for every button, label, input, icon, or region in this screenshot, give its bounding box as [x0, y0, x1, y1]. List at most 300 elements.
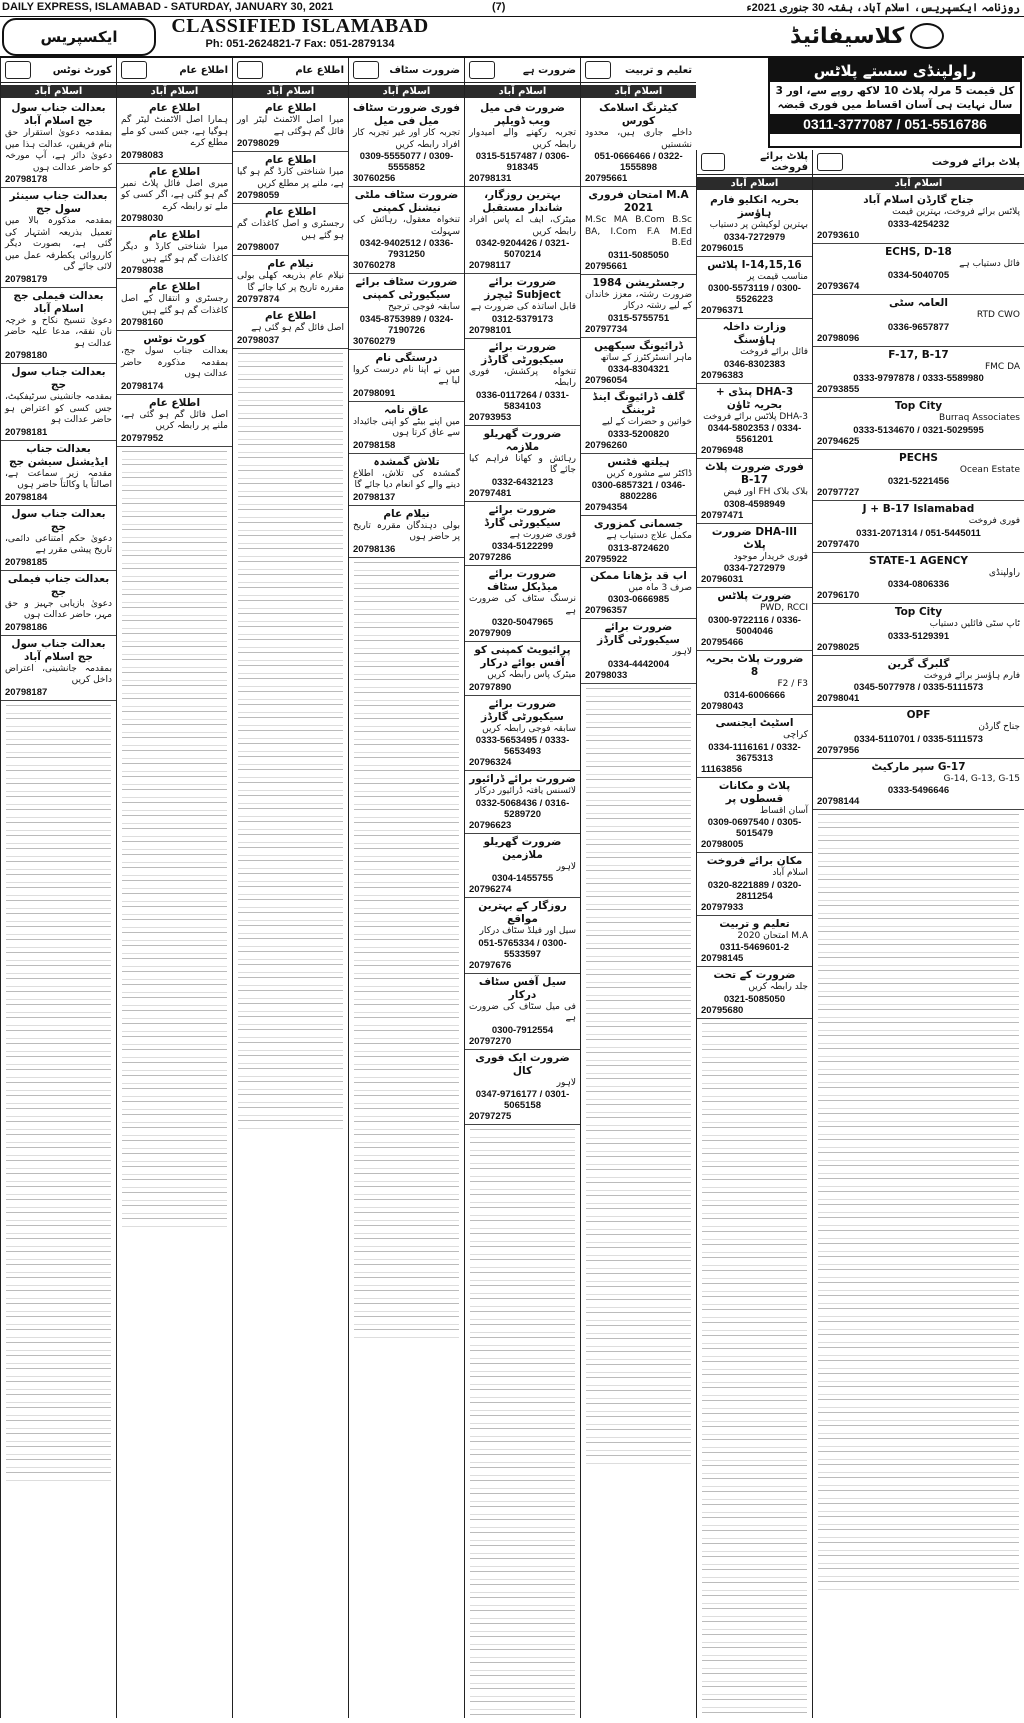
text-line — [818, 1529, 1019, 1538]
ad-body: دعویٰ حکم امتناعی دائمی، تاریخ پیشی مقرر ہے — [5, 533, 112, 555]
classified-ad — [581, 100, 696, 187]
ad-reference-code: 20798007 — [237, 242, 280, 253]
classified-ad — [813, 192, 1024, 244]
text-line — [238, 847, 343, 856]
ad-body: DHA-3 پلاٹس برائے فروخت — [703, 411, 808, 422]
ad-reference-code: 20797956 — [817, 744, 860, 756]
ad-reference-code: 20798185 — [5, 556, 48, 568]
text-line — [470, 1363, 575, 1372]
classified-ad — [581, 516, 696, 568]
text-line — [354, 1316, 459, 1325]
ad-title: نیلام عام — [267, 258, 314, 270]
text-line — [238, 561, 343, 570]
text-line — [122, 1010, 227, 1019]
text-line — [586, 688, 691, 697]
ad-reference-code: 20798117 — [469, 260, 511, 271]
text-line — [6, 1316, 111, 1325]
text-line — [6, 757, 111, 766]
ad-reference-code: 20798091 — [353, 387, 396, 399]
ad-body: بلاک بلاک FH اور فیض — [723, 487, 808, 497]
ad-body: بہترین لوکیشن پر دستیاب — [709, 220, 808, 230]
ad-phone: 0320-8221889 / 0320-2811254 — [707, 879, 802, 902]
ad-title: Top City — [894, 400, 943, 412]
text-line — [702, 1608, 807, 1617]
ad-title: اطلاع عام — [148, 281, 201, 293]
masthead — [0, 0, 1024, 58]
text-line — [238, 600, 343, 609]
ad-body: میری اصل فائل پلاٹ نمبر گم ہو گئی ہے، اگر کسی کو ملے تو رابطہ کرے — [121, 178, 228, 212]
ad-body: فی میل سٹاف کی ضرورت ہے — [469, 1001, 576, 1023]
text-line — [6, 1290, 111, 1299]
ad-title: اطلاع عام — [148, 102, 201, 114]
text-line — [586, 1130, 691, 1139]
classified-ad — [465, 696, 580, 772]
text-line — [122, 997, 227, 1006]
ad-title: ضرورت سٹاف برائے سیکیورٹی کمپنی — [355, 276, 458, 301]
text-line — [6, 1069, 111, 1078]
text-line — [818, 1165, 1019, 1174]
ad-column — [812, 150, 1024, 1718]
ad-title: ضرورت برائے سیکیورٹی گارڈز — [481, 340, 564, 366]
text-line — [122, 503, 227, 512]
text-line — [702, 1361, 807, 1370]
text-line — [818, 1087, 1019, 1096]
text-line — [238, 1068, 343, 1077]
text-line — [122, 1205, 227, 1214]
classified-ad — [349, 187, 464, 274]
text-line — [354, 679, 459, 688]
text-line — [818, 905, 1019, 914]
text-line — [6, 1264, 111, 1273]
ad-reference-code: 20797470 — [817, 538, 860, 550]
text-line — [6, 705, 111, 714]
text-line — [470, 1623, 575, 1632]
text-line — [470, 1129, 575, 1138]
classified-ad — [117, 395, 232, 447]
classified-ad — [117, 331, 232, 395]
text-line — [6, 744, 111, 753]
text-line — [702, 1621, 807, 1630]
ad-reference-code: 30760279 — [353, 335, 396, 347]
text-line — [122, 919, 227, 928]
ad-phone: 0332-6432123 — [491, 476, 554, 488]
ad-title: بعدالت جناب سول جج اسلام آباد — [11, 637, 106, 663]
ad-title: فوری ضرورت پلاٹ B-17 — [705, 461, 804, 486]
text-line — [354, 1186, 459, 1195]
ad-title: العامہ سٹی — [889, 297, 948, 309]
text-line — [6, 1056, 111, 1065]
text-line — [238, 470, 343, 479]
text-line — [818, 1269, 1019, 1278]
text-line — [6, 1368, 111, 1377]
section-title-block — [150, 15, 450, 50]
text-line — [818, 1178, 1019, 1187]
ad-reference-code: 20798178 — [5, 174, 48, 185]
ad-title: بعدالت جناب سینئر سول جج — [9, 190, 108, 215]
text-line — [6, 1134, 111, 1143]
text-line — [586, 1052, 691, 1061]
classified-ad — [697, 853, 812, 916]
ad-reference-code: 20797275 — [469, 1111, 512, 1122]
text-line — [238, 1081, 343, 1090]
text-line — [354, 783, 459, 792]
text-line — [702, 1569, 807, 1578]
text-line — [6, 1420, 111, 1429]
ad-body: ٹاپ سٹی فائلیں دستیاب — [929, 619, 1020, 629]
text-line — [6, 1095, 111, 1104]
ad-body: سابقہ فوجی ترجیح — [388, 302, 460, 312]
ad-title: ضرورت برائے سیکیورٹی گارڈز — [597, 621, 680, 646]
ad-phone: 0312-5379173 — [491, 313, 554, 325]
featured-ad-body: کل قیمت 5 مرلہ پلاٹ 10 لاکھ روپے سے، اور 3 سال نہایت ہی آسان اقساط میں فوری قبضہ — [775, 85, 1015, 111]
text-line — [354, 575, 459, 584]
text-line — [354, 991, 459, 1000]
classified-ad — [581, 275, 696, 338]
text-line — [818, 1191, 1019, 1200]
ad-phone: 0334-8304321 — [607, 364, 670, 375]
text-line — [818, 1477, 1019, 1486]
text-line — [586, 1234, 691, 1243]
text-line — [122, 789, 227, 798]
ad-title: پلاٹ و مکانات قسطوں پر — [718, 779, 791, 805]
text-line — [238, 899, 343, 908]
text-line — [122, 555, 227, 564]
text-line — [238, 769, 343, 778]
ad-reference-code: 20798041 — [817, 693, 860, 704]
text-line — [586, 922, 691, 931]
ad-reference-code: 20798038 — [121, 265, 164, 276]
text-line — [238, 951, 343, 960]
section-illustration-icon — [469, 61, 495, 79]
city-bar: اسلام آباد — [465, 85, 580, 98]
text-line — [586, 1286, 691, 1295]
text-line — [702, 1413, 807, 1422]
text-line — [818, 1139, 1019, 1148]
text-line — [818, 1347, 1019, 1356]
ad-phone: 0334-7272979 — [723, 231, 786, 243]
text-line — [586, 935, 691, 944]
text-line — [354, 627, 459, 636]
text-line — [702, 1049, 807, 1058]
text-line — [586, 1169, 691, 1178]
city-bar: اسلام آباد — [233, 85, 348, 98]
ad-title: ضرورت فی میل ویب ڈویلپر — [480, 102, 565, 127]
ad-reference-code: 20796054 — [585, 375, 628, 386]
text-line — [238, 665, 343, 674]
ad-body: خواتین و حضرات کے لیے — [601, 417, 692, 427]
ad-reference-code: 20798033 — [585, 669, 628, 681]
ad-reference-code: 20796948 — [701, 445, 744, 456]
text-line — [6, 1043, 111, 1052]
ad-title: ضرورت برائے ڈرائیور — [469, 773, 576, 785]
ad-title: بعدالت جناب ایڈیشنل سیشن جج — [8, 442, 109, 468]
text-line — [122, 763, 227, 772]
ad-phone: 0313-8724620 — [607, 542, 670, 554]
text-line — [6, 1199, 111, 1208]
ad-title: اطلاع عام — [264, 154, 317, 166]
text-line — [586, 909, 691, 918]
ad-title: Top City — [894, 606, 943, 618]
classified-ad — [697, 916, 812, 968]
ad-reference-code: 20797952 — [121, 432, 164, 444]
text-line — [586, 870, 691, 879]
text-line — [470, 1480, 575, 1489]
classified-logo-text: کلاسیفائیڈ — [790, 23, 905, 49]
ad-reference-code: 20796357 — [585, 605, 628, 616]
ad-body: میرا اصل الاٹمنٹ لیٹر اور فائل گم ہوگئی ہے — [237, 115, 344, 137]
text-line — [122, 854, 227, 863]
text-line — [6, 1017, 111, 1026]
text-line — [6, 1004, 111, 1013]
classified-ad — [465, 898, 580, 974]
ad-body: دعویٰ تنسیخ نکاح و خرچہ نان نفقہ، مدعا علیہ حاضر عدالت ہو — [5, 315, 112, 349]
text-line — [702, 1270, 807, 1279]
text-line — [122, 594, 227, 603]
text-line — [818, 1542, 1019, 1551]
ad-title: بعدالت جناب فیملی جج — [7, 572, 110, 598]
text-line — [238, 405, 343, 414]
text-line — [470, 1389, 575, 1398]
classified-ad — [697, 778, 812, 854]
text-line — [6, 1355, 111, 1364]
text-line — [470, 1675, 575, 1684]
ad-phone: 0334-1116161 / 0332-3675313 — [708, 741, 801, 764]
classified-ad — [813, 656, 1024, 708]
classified-ad — [465, 339, 580, 426]
text-line — [470, 1155, 575, 1164]
text-line — [354, 770, 459, 779]
section-illustration-icon — [817, 153, 843, 171]
text-line — [238, 925, 343, 934]
text-line — [586, 1000, 691, 1009]
text-line — [702, 1231, 807, 1240]
ad-body: لاہور — [672, 647, 692, 657]
text-line — [238, 938, 343, 947]
text-line — [818, 1412, 1019, 1421]
text-line — [702, 1257, 807, 1266]
text-line — [354, 913, 459, 922]
text-line — [586, 1429, 691, 1438]
text-line — [122, 1062, 227, 1071]
ad-body: ضرورت رشتہ، معزز خاندان کے لیے رشتہ درکار — [585, 289, 692, 311]
ad-title: ضرورت کے تحت — [713, 969, 796, 981]
text-line — [818, 1438, 1019, 1447]
text-line — [818, 1516, 1019, 1525]
classified-ad — [1, 571, 116, 636]
text-line — [818, 1113, 1019, 1122]
ad-body: اصل فائل گم ہو گئی ہے — [251, 323, 344, 333]
ad-title: تلاش گمشدہ — [373, 455, 440, 468]
text-line — [702, 1582, 807, 1591]
text-line — [586, 805, 691, 814]
text-line — [818, 1386, 1019, 1395]
ad-body: قابل اساتذہ کی ضرورت ہے — [470, 302, 576, 312]
ad-reference-code: 20795661 — [585, 260, 628, 272]
contact-numbers: Ph: 051-2624821-7 Fax: 051-2879134 — [205, 38, 395, 50]
column-heading-label: ضرورت ہے — [522, 64, 576, 76]
section-illustration-icon — [353, 61, 379, 79]
text-line — [586, 1182, 691, 1191]
text-line — [238, 639, 343, 648]
ad-body: Burraq Associates — [939, 413, 1020, 423]
text-line — [354, 562, 459, 571]
ad-title: ہیلتھ فٹنس — [607, 455, 670, 468]
ad-title: ضرورت پلاٹ بحریہ 8 — [705, 652, 804, 678]
text-line — [470, 1701, 575, 1710]
ad-phone: 0315-5157487 / 0306-918345 — [475, 151, 570, 173]
ad-phone: 0342-9402512 / 0336-7931250 — [359, 238, 454, 260]
text-line — [354, 1277, 459, 1286]
text-line — [702, 1322, 807, 1331]
ad-title: نیلام عام — [383, 507, 430, 520]
text-line — [238, 990, 343, 999]
text-line — [238, 509, 343, 518]
ad-reference-code: 20795661 — [585, 173, 628, 184]
text-line — [470, 1402, 575, 1411]
text-line — [354, 1017, 459, 1026]
ad-reference-code: 20793855 — [817, 384, 860, 395]
text-line — [818, 1321, 1019, 1330]
text-line — [702, 1517, 807, 1526]
text-filler — [697, 1023, 812, 1719]
text-line — [586, 857, 691, 866]
text-line — [702, 1465, 807, 1474]
ad-body: فوری ضرورت ہے — [509, 529, 576, 540]
ad-reference-code: 20798136 — [353, 543, 396, 555]
text-line — [470, 1376, 575, 1385]
ad-body: جناح گارڈن — [978, 722, 1020, 732]
text-line — [818, 1009, 1019, 1018]
ad-reference-code: 20796324 — [469, 757, 512, 768]
ad-body: میٹرک، ایف اے پاس افراد رابطہ کریں — [469, 215, 576, 237]
text-line — [238, 795, 343, 804]
column-heading-label: تعلیم و تربیت — [625, 64, 692, 76]
text-line — [238, 548, 343, 557]
text-line — [6, 731, 111, 740]
classified-ad — [697, 588, 812, 651]
classified-ad — [349, 100, 464, 187]
text-line — [586, 1260, 691, 1269]
ad-title: بعدالت جناب سول جج — [11, 507, 106, 533]
ad-column — [464, 58, 580, 1718]
ad-column — [232, 58, 348, 1718]
classified-ad — [813, 244, 1024, 296]
text-line — [238, 457, 343, 466]
text-line — [238, 1055, 343, 1064]
text-line — [702, 1504, 807, 1513]
text-line — [354, 835, 459, 844]
ad-body: بمقدمہ جانشینی سرٹیفکیٹ، جس کسی کو اعتراض ہو حاضر عدالت ہو — [5, 392, 112, 425]
text-line — [354, 653, 459, 662]
text-line — [818, 1399, 1019, 1408]
classified-ad — [465, 974, 580, 1050]
text-line — [238, 1029, 343, 1038]
text-line — [6, 1121, 111, 1130]
ad-body: آسان اقساط — [759, 805, 808, 816]
ad-title: درستگی نام — [375, 351, 438, 364]
text-line — [702, 1647, 807, 1656]
ad-reference-code: 20798005 — [701, 839, 744, 850]
text-line — [6, 783, 111, 792]
text-line — [6, 1160, 111, 1169]
text-line — [470, 1181, 575, 1190]
text-line — [586, 1416, 691, 1425]
ad-body: جلد رابطہ کریں — [748, 982, 808, 992]
text-line — [586, 1455, 691, 1464]
classified-ad — [1, 188, 116, 288]
text-line — [238, 704, 343, 713]
ad-reference-code: 20797270 — [469, 1035, 512, 1047]
text-line — [818, 1568, 1019, 1577]
ad-phone: 0333-5134670 / 0321-5029595 — [853, 424, 984, 436]
text-line — [238, 418, 343, 427]
text-line — [586, 727, 691, 736]
ad-body: M.A امتحان 2020 — [737, 930, 808, 941]
text-line — [238, 587, 343, 596]
text-line — [122, 607, 227, 616]
ad-reference-code: 20797727 — [817, 487, 860, 498]
ad-body: فوری فروخت — [968, 516, 1020, 526]
text-line — [470, 1428, 575, 1437]
text-line — [6, 1108, 111, 1117]
ad-body: فوری خریدار موجود — [733, 551, 808, 562]
text-line — [818, 1256, 1019, 1265]
text-line — [586, 1442, 691, 1451]
text-line — [818, 983, 1019, 992]
dateline-urdu: روزنامہ ایکسپریس، اسلام آباد، ہفتہ 30 جنوری 2021ء — [746, 2, 1020, 14]
text-line — [470, 1467, 575, 1476]
text-line — [586, 1065, 691, 1074]
classified-ad — [581, 619, 696, 684]
classified-ad — [1, 288, 116, 365]
text-line — [702, 1699, 807, 1708]
text-line — [354, 1225, 459, 1234]
text-line — [818, 840, 1019, 849]
ad-body: بمقدمہ جانشینی، اعتراض داخل کریں — [5, 663, 112, 685]
ad-body: اسلام آباد — [772, 868, 808, 878]
ad-body: نیلام عام بذریعہ کھلی بولی مقررہ تاریخ پر کیا جائے گا — [237, 271, 344, 293]
ad-body: پلاٹس برائے فروخت، بہترین قیمت — [892, 207, 1020, 217]
text-line — [354, 640, 459, 649]
text-line — [818, 1308, 1019, 1317]
text-line — [354, 718, 459, 727]
text-line — [470, 1441, 575, 1450]
city-bar: اسلام آباد — [581, 85, 696, 98]
ad-phone: 0332-5068436 / 0316-5289720 — [475, 797, 570, 820]
ad-phone: 0333-5653495 / 0333-5653493 — [475, 735, 570, 757]
text-line — [6, 1329, 111, 1338]
text-line — [818, 1464, 1019, 1473]
ad-phone: 0344-5802353 / 0334-5561201 — [707, 423, 802, 445]
text-line — [6, 1394, 111, 1403]
classified-ad — [465, 274, 580, 339]
text-line — [586, 883, 691, 892]
ad-body: میرا شناختی کارڈ و دیگر کاغذات گم ہو گئے ہیں — [121, 242, 228, 264]
text-line — [470, 1545, 575, 1554]
text-line — [122, 659, 227, 668]
text-line — [818, 1555, 1019, 1564]
text-line — [6, 1277, 111, 1286]
ad-phone: 0320-5047965 — [491, 617, 554, 628]
ad-title: پرائیویٹ کمپنی کو آفس بوائے درکار — [474, 644, 571, 669]
ad-title: عاق نامہ — [384, 403, 429, 416]
classified-ad — [233, 204, 348, 256]
text-line — [818, 944, 1019, 953]
ad-title: ضرورت گھریلو ملازمین — [483, 835, 562, 861]
ad-body: بولی دہندگان مقررہ تاریخ پر حاضر ہوں — [353, 520, 460, 542]
text-line — [702, 1101, 807, 1110]
ad-title: روزگار کے بہترین مواقع — [478, 900, 567, 925]
